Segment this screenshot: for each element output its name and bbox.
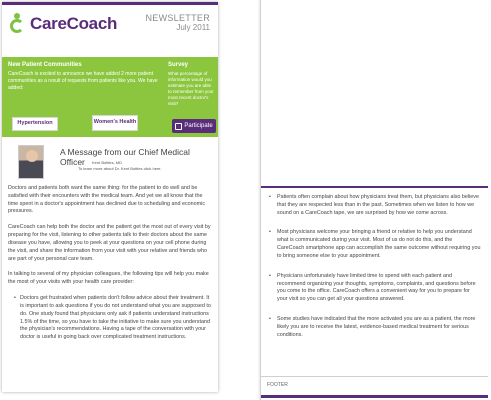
carecoach-logo[interactable]: [10, 13, 117, 35]
carecoach-logo-icon: [10, 13, 28, 35]
newsletter-page-right: [260, 0, 488, 400]
announcement-banner: [2, 57, 218, 137]
newsletter-label: NEWSLETTER: [145, 13, 210, 23]
tip-item: • Patients often complain about how physicians treat them, but physicians also believe that they are respected less than in the past. Sometimes when we listen to how we sound on a CareCoach tape, we are surprised by how we come across.: [267, 194, 481, 217]
hypertension-button[interactable]: Hypertension: [12, 117, 58, 131]
tips-list-continued: [267, 194, 481, 352]
doctor-photo: [18, 145, 44, 179]
footer-rule: [261, 395, 488, 398]
newsletter-header: [2, 5, 218, 57]
tips-list: [8, 295, 214, 342]
body-paragraph-1: Doctors and patients both want the same thing: for the patient to do well and be satisfied with their encounters with the medical team. And yet we all know that the time spent in a doctor's appointment has declined due to scheduling and economic pressures.: [8, 185, 206, 215]
newsletter-title-block: [145, 13, 210, 32]
womens-health-button[interactable]: Women's Health: [92, 115, 138, 131]
new-communities-heading: New Patient Communities: [8, 62, 82, 68]
cmo-byline: Kent Bottles, MD: [92, 160, 123, 165]
divider-rule: [261, 186, 488, 188]
survey-heading: Survey: [168, 62, 189, 68]
tip-item: • Most physicians welcome your bringing a friend or relative to help you understand what is communicated during your visit. Most of us do not do this, and the CareCoach smartphone app can accomplish the same outcome without requiring you to bring someone else to your appointment.: [267, 229, 481, 260]
participate-button[interactable]: [172, 119, 216, 133]
footer-label: FOOTER: [267, 382, 288, 388]
learn-more-link[interactable]: To learn more about Dr. Kent Bottles click here.: [78, 166, 162, 171]
survey-icon: [175, 123, 182, 130]
newsletter-page-left: [2, 2, 218, 392]
tip-item: • Some studies have indicated that the more activated you are as a patient, the more likely you are to receive the latest, evidence-based medical treatment for serious conditions.: [267, 316, 481, 339]
survey-question: What percentage of information would you estimate you are able to remember from your most recent doctor's visit?: [168, 71, 214, 107]
body-paragraph-2: CareCoach can help both the doctor and the patient get the most out of every visit by preparing for the visit, listening to other patients talk to their doctors about the same disease you have, allowing you to peek at your questions on your cell phone during the visit, and share the information from your visit with your relative and friends who are part of your personal care team.: [8, 224, 211, 262]
logo-text: CareCoach: [30, 14, 118, 33]
new-communities-section: [8, 62, 158, 91]
cmo-message-body: [8, 185, 214, 342]
cmo-message-header: [2, 143, 218, 179]
newsletter-date: July 2011: [176, 23, 210, 32]
new-communities-text: CareCoach is excited to announce we have added 2 more patient communities as a result of requests from patients like you. We have added:: [8, 71, 158, 91]
cmo-message-title: A Message from our Chief Medical Officer: [60, 147, 190, 167]
tip-item: • Doctors get frustrated when patients don't follow advice about their treatment. It is important to ask questions if you do not understand what you are supposed to do. One study found that physicians only ask if patients understand instructions 1.5% of the time, so you have to take the initiative to make sure you understand the physician's recommendations. Having a tape of the conversation with your doctor is useful in going back over complicated treatment instructions.: [14, 295, 214, 342]
tip-item: • Physicians unfortunately have limited time to spend with each patient and recommend organizing your thoughts, symptoms, complaints, and questions before you come to the office. CareCoach offers a convenient way for you to prepare for your visit so you can get all your questions answered.: [267, 273, 481, 304]
newsletter-footer: [261, 376, 488, 394]
participate-label: Participate: [184, 123, 213, 129]
survey-section: [168, 62, 216, 107]
body-paragraph-3: In talking to several of my physician colleagues, the following tips will help you make the most of your visits with your health care provider:: [8, 271, 209, 286]
